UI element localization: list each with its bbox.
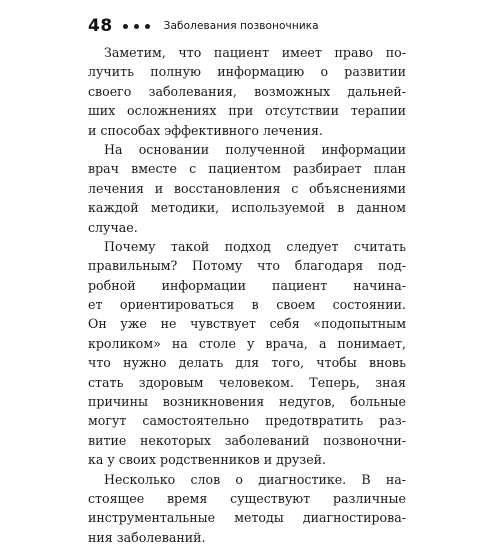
text-line: стать здоровым человеком. Теперь, зная: [88, 374, 406, 390]
text-line: лечения и восстановления с объяснениями: [88, 180, 406, 196]
text-line: ния заболеваний.: [88, 529, 206, 545]
text-line: На основании полученной информации: [104, 141, 406, 157]
text-line: и способах эффективного лечения.: [88, 122, 323, 138]
dot: [145, 24, 150, 29]
dot: [123, 24, 128, 29]
body-text: [88, 43, 406, 547]
text-line: Почему такой подход следует считать: [104, 238, 406, 254]
text-line: стоящее время существуют различные: [88, 490, 406, 506]
text-line: инструментальные методы диагностирова-: [88, 510, 406, 526]
text-line: Несколько слов о диагностике. В на-: [104, 471, 406, 487]
text-line: своего заболевания, возможных дальней-: [88, 83, 406, 99]
text-line: могут самостоятельно предотвратить раз-: [88, 413, 406, 429]
text-line: причины возникновения недугов, больные: [88, 394, 406, 410]
dot: [134, 24, 139, 29]
text-line: врач вместе с пациентом разбирает план: [88, 161, 406, 177]
text-line: правильным? Потому что благодаря под-: [88, 258, 406, 274]
text-line: Заметим, что пациент имеет право по-: [104, 45, 406, 60]
text-line: каждой методики, используемой в данном: [88, 200, 406, 216]
page-number: 48: [88, 16, 113, 36]
text-line: лучить полную информацию о развитии: [88, 64, 406, 80]
text-line: ет ориентироваться в своем состоянии.: [88, 297, 406, 313]
text-line: кроликом» на столе у врача, а понимает,: [88, 335, 406, 351]
text-line: что нужно делать для того, чтобы вновь: [88, 355, 406, 371]
text-line: робной информации пациент начина-: [88, 277, 406, 293]
text-line: случае.: [88, 219, 138, 235]
text-line: Он уже не чувствует себя «подопытным: [88, 316, 406, 332]
section-title: Заболевания позвоночника: [163, 20, 319, 32]
separator-dots: [123, 24, 156, 29]
running-header: [88, 12, 418, 40]
text-line: ка у своих родственников и друзей.: [88, 452, 327, 468]
text-line: ших осложнениях при отсутствии терапии: [88, 103, 406, 119]
text-line: витие некоторых заболеваний позвоночни-: [88, 432, 406, 448]
